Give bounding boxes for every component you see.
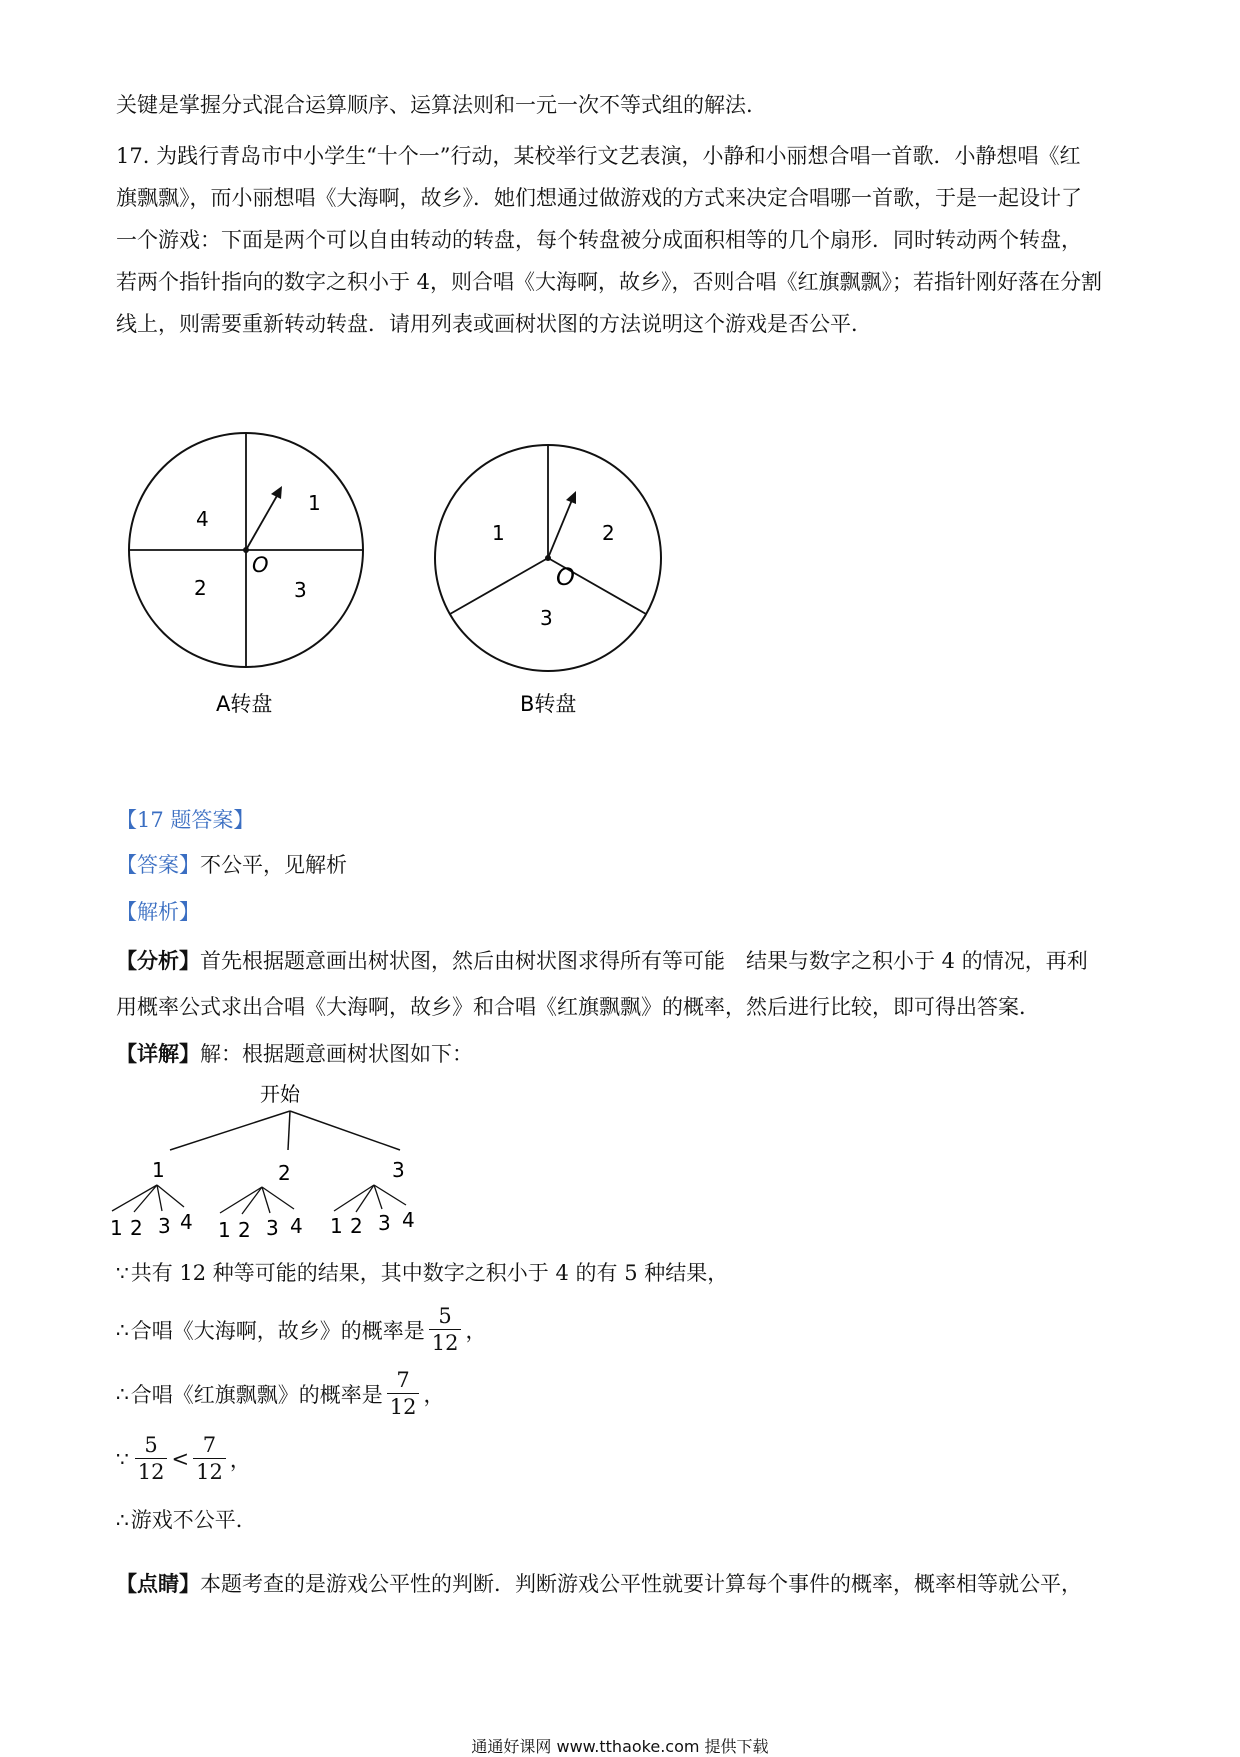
solution-punct: ， bbox=[423, 1382, 445, 1407]
spinner-b-caption: B转盘 bbox=[520, 692, 577, 716]
because-symbol: ∵ bbox=[116, 1446, 129, 1471]
tree-edge bbox=[242, 1187, 262, 1214]
spinner-a-caption: A转盘 bbox=[216, 692, 273, 716]
spinner-b-diagram bbox=[420, 420, 700, 730]
tree-leaf: 2 bbox=[130, 1216, 143, 1240]
solution-line-compare bbox=[116, 1432, 251, 1485]
therefore-symbol: ∴ bbox=[116, 1317, 129, 1342]
tree-edge bbox=[112, 1185, 157, 1211]
fraction-denominator: 12 bbox=[193, 1458, 226, 1485]
spinner-a-diagram bbox=[100, 420, 390, 730]
tree-leaf: 4 bbox=[290, 1214, 303, 1238]
solution-text: 合唱《大海啊，故乡》的概率是 bbox=[130, 1318, 425, 1343]
question-17 bbox=[116, 135, 1136, 345]
tree-edge bbox=[288, 1111, 290, 1150]
solution-text: 游戏不公平． bbox=[130, 1508, 257, 1532]
analysis-line bbox=[116, 950, 1088, 972]
answer-text: 不公平，见解析 bbox=[200, 853, 347, 877]
answer-line bbox=[116, 855, 347, 876]
spinner-a-sector-label: 3 bbox=[294, 578, 307, 602]
fraction-denominator: 12 bbox=[135, 1458, 168, 1485]
tree-edge bbox=[262, 1187, 294, 1209]
analysis-text: 首先根据题意画出树状图，然后由树状图求得所有等可能 结果与数字之积小于 4 的情况，再利 bbox=[200, 949, 1088, 973]
analysis-line: 用概率公式求出合唱《大海啊，故乡》和合唱《红旗飘飘》的概率，然后进行比较，即可得出答案． bbox=[116, 995, 1040, 1019]
answer-section-header: 【17 题答案】 bbox=[116, 808, 255, 832]
analysis-tag: 【分析】 bbox=[116, 948, 200, 973]
solution-text: 合唱《红旗飘飘》的概率是 bbox=[130, 1382, 383, 1407]
tree-leaf: 2 bbox=[238, 1218, 251, 1242]
solution-line-1 bbox=[116, 1263, 728, 1284]
fraction-numerator: 7 bbox=[202, 1433, 217, 1457]
solution-conclusion bbox=[116, 1510, 257, 1531]
comment-line bbox=[116, 1573, 1082, 1595]
tree-edge bbox=[290, 1111, 400, 1150]
fraction bbox=[135, 1432, 168, 1485]
tree-leaf: 4 bbox=[402, 1208, 415, 1232]
spinner-b-center-label: O bbox=[556, 563, 575, 591]
tree-leaf: 1 bbox=[110, 1216, 123, 1240]
fraction-numerator: 5 bbox=[144, 1433, 158, 1457]
therefore-symbol: ∴ bbox=[116, 1508, 129, 1532]
fraction bbox=[429, 1303, 462, 1356]
fraction bbox=[193, 1432, 226, 1485]
answer-tag: 【答案】 bbox=[116, 853, 200, 877]
tree-edge bbox=[356, 1185, 374, 1212]
detail-text: 解：根据题意画树状图如下： bbox=[200, 1042, 473, 1066]
question-line: 若两个指针指向的数字之积小于 4，则合唱《大海啊，故乡》，否则合唱《红旗飘飘》；若指针刚好落在分割 bbox=[116, 270, 1103, 294]
tree-leaf: 1 bbox=[218, 1218, 231, 1242]
spinner-b-center-dot bbox=[545, 555, 551, 561]
solution-line-2 bbox=[116, 1303, 486, 1356]
tree-root: 开始 bbox=[260, 1082, 300, 1106]
question-line: 线上，则需要重新转动转盘．请用列表或画树状图的方法说明这个游戏是否公平． bbox=[116, 312, 872, 336]
compare-operator: < bbox=[171, 1446, 190, 1471]
analysis-section-header: 【解析】 bbox=[116, 900, 200, 924]
tree-diagram bbox=[110, 1075, 490, 1255]
comment-tag: 【点睛】 bbox=[116, 1571, 200, 1596]
solution-text: 共有 12 种等可能的结果，其中数字之积小于 4 的有 5 种结果， bbox=[130, 1261, 729, 1285]
because-symbol: ∵ bbox=[116, 1261, 129, 1285]
page-footer: 通通好课网 www.tthaoke.com 提供下载 bbox=[471, 1737, 769, 1756]
comment-text: 本题考查的是游戏公平性的判断．判断游戏公平性就要计算每个事件的概率，概率相等就公平， bbox=[200, 1572, 1082, 1596]
spinner-a-pointer bbox=[246, 494, 278, 550]
spinner-a-center-dot bbox=[243, 547, 249, 553]
tree-node: 2 bbox=[278, 1161, 291, 1185]
tree-leaf: 3 bbox=[158, 1214, 171, 1238]
fraction-numerator: 5 bbox=[438, 1304, 452, 1328]
tree-node: 1 bbox=[152, 1158, 165, 1182]
therefore-symbol: ∴ bbox=[116, 1381, 129, 1406]
question-line: 旗飘飘》，而小丽想唱《大海啊，故乡》．她们想通过做游戏的方式来决定合唱哪一首歌，于是一起设计了 bbox=[116, 186, 1082, 210]
spinner-b-sector-label: 3 bbox=[540, 606, 553, 630]
question-line: 17. 为践行青岛市中小学生“十个一”行动，某校举行文艺表演，小静和小丽想合唱一首歌．小静想唱《红 bbox=[116, 144, 1081, 168]
spinner-a-sector-label: 1 bbox=[308, 491, 321, 515]
tree-leaf: 4 bbox=[180, 1210, 193, 1234]
spinner-b-divider bbox=[450, 558, 548, 614]
tree-leaf: 3 bbox=[266, 1216, 279, 1240]
spinner-a-sector-label: 4 bbox=[196, 507, 209, 531]
solution-punct: ， bbox=[229, 1447, 251, 1472]
tree-edge bbox=[134, 1185, 157, 1212]
tree-edge bbox=[334, 1185, 374, 1211]
fraction-denominator: 12 bbox=[387, 1393, 420, 1420]
intro-line: 关键是掌握分式混合运算顺序、运算法则和一元一次不等式组的解法. bbox=[116, 93, 753, 117]
solution-line-3 bbox=[116, 1367, 444, 1420]
tree-leaf: 3 bbox=[378, 1211, 391, 1235]
tree-edge bbox=[220, 1187, 262, 1213]
tree-node: 3 bbox=[392, 1158, 405, 1182]
tree-edge bbox=[374, 1185, 406, 1205]
fraction-numerator: 7 bbox=[396, 1368, 410, 1392]
fraction-denominator: 12 bbox=[429, 1329, 462, 1356]
tree-edge bbox=[170, 1111, 290, 1150]
tree-leaf: 1 bbox=[330, 1214, 343, 1238]
detail-tag: 【详解】 bbox=[116, 1041, 200, 1066]
spinner-a-center-label: O bbox=[252, 553, 269, 577]
spinner-b-pointer bbox=[548, 500, 572, 558]
solution-punct: ， bbox=[465, 1318, 487, 1343]
detail-line bbox=[116, 1043, 473, 1065]
spinner-b-sector-label: 2 bbox=[602, 521, 615, 545]
fraction bbox=[387, 1367, 420, 1420]
tree-leaf: 2 bbox=[350, 1214, 363, 1238]
spinner-a-sector-label: 2 bbox=[194, 576, 207, 600]
spinner-b-sector-label: 1 bbox=[492, 521, 505, 545]
question-line: 一个游戏：下面是两个可以自由转动的转盘，每个转盘被分成面积相等的几个扇形．同时转动两个转盘， bbox=[116, 228, 1082, 252]
